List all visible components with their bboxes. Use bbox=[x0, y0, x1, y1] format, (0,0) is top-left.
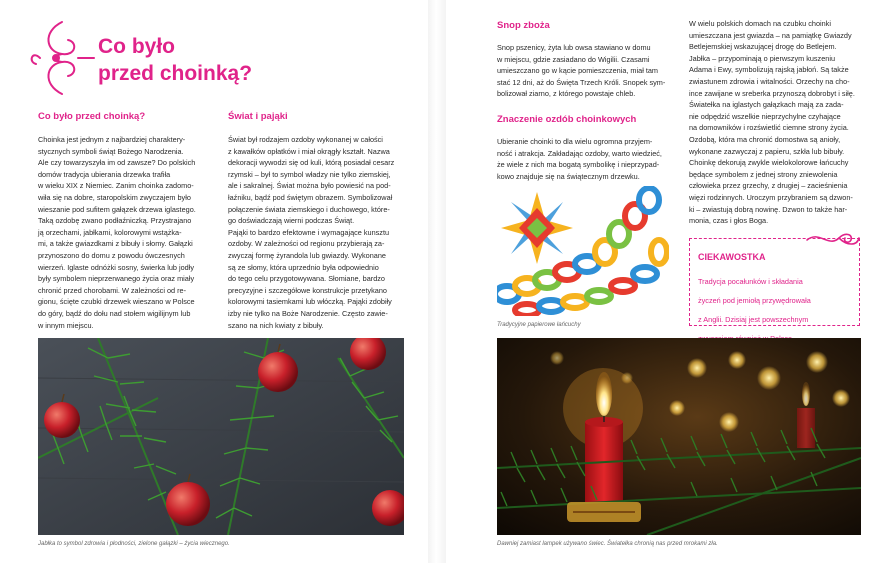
text-line: w innym miejscu. bbox=[38, 320, 94, 330]
text-line: z Anglii. Dzisiaj jest powszechnym bbox=[698, 314, 809, 324]
text-line: umieszczana jest gwiazda – na pamiątkę Gwiazdy bbox=[689, 30, 852, 40]
text-line: Świat był rodzajem ozdoby wykonanej w całości bbox=[228, 135, 383, 144]
apples-branches-photo bbox=[38, 338, 404, 535]
text-line: Betlejemskiej wskazującej drogę do Betlejem. bbox=[689, 42, 837, 52]
text-line: były symbolem nieprzerwanego życia oraz miały bbox=[38, 274, 195, 284]
text-line: gionu, ścięte czubki drzewek wieszano w Polsce bbox=[38, 297, 195, 307]
text-line: Adama i Ewy, symbolizują rajską jabłoń. Są także bbox=[689, 65, 849, 75]
text-line: monia, czas i głos Boga. bbox=[689, 216, 769, 226]
text-column-symbolika bbox=[689, 18, 861, 227]
text-line: nie odpędzić wszelkie nieprzychylne czyhające bbox=[689, 111, 841, 121]
text-line: więzi rodzinnych. Uroczym przybraniem są dzwon- bbox=[689, 192, 853, 202]
text-line: w wieku XIX z Niemiec. Zanim choinka zadomo- bbox=[38, 181, 194, 191]
text-line: Światełka na iglastych gałązkach mają za zada- bbox=[689, 100, 844, 110]
text-line: Taką ozdobę zwano podłaźniczką. Przystrajano bbox=[38, 216, 192, 226]
page-title bbox=[98, 33, 252, 87]
text-line: Ale czy towarzyszyła im od zawsze? Do polskich bbox=[38, 158, 196, 168]
text-line: w miejscu, gdzie zasiadano do Wigilii. Czasami bbox=[497, 54, 650, 64]
text-line: ince zawijane w sreberka przynoszą dobrobyt i siłę. bbox=[689, 88, 855, 98]
text-line: precyzyjne i szczegółowe konstrukcje przetykano bbox=[228, 285, 387, 295]
text-line: ją orzechami, jabłkami, kolorowymi wstążka- bbox=[38, 227, 182, 237]
paper-chains-photo bbox=[497, 186, 669, 316]
text-line: wieszanie pod sufitem gałązek drzewa iglastego. bbox=[38, 204, 196, 214]
text-line: Jabłka – przypominają o pierwszym kuszeniu bbox=[689, 53, 836, 63]
text-line: Tradycja pocałunków i składania bbox=[698, 277, 803, 287]
page-gutter bbox=[428, 0, 446, 563]
title-line-2: przed choinką? bbox=[98, 62, 253, 85]
candle-photo bbox=[497, 338, 861, 535]
text-column-znaczenie-ozdob bbox=[497, 136, 669, 182]
text-line: ozdoby. W zależności od regionu przybierają za- bbox=[228, 239, 385, 249]
text-line: do tego celu przygotowywana. Słomiane, bardzo bbox=[228, 274, 385, 284]
text-line: są ze słomy, która uprzednio była odpowiednio bbox=[228, 262, 379, 272]
text-line: izby nie tylko na Boże Narodzenie. Często zawie- bbox=[228, 308, 388, 318]
text-line: dekoracji wywodzi się od kuli, którą posiadał cesarz bbox=[228, 158, 395, 168]
text-line: Ubieranie choinki to dla wielu ogromna przyjem- bbox=[497, 137, 653, 146]
text-line: wykonane zazwyczaj z papieru, szkła lub bibuły. bbox=[689, 146, 845, 156]
text-line: Choinkę dekorują zwykle wielokolorowe łańcuchy bbox=[689, 158, 849, 168]
text-line: Ozdobą, która ma chronić domostwa są anioły, bbox=[689, 134, 841, 144]
text-line: umieszczano go w kącie pomieszczenia, miał tam bbox=[497, 66, 659, 76]
text-line: przynoszono do domu z powodu ówczesnych bbox=[38, 250, 185, 260]
text-line: łaźniku, bądź pod świętym obrazem. Symbolizował bbox=[228, 192, 393, 202]
text-line: będące symbolem z jednej strony zniewolenia bbox=[689, 169, 838, 179]
caption-paper-chains: Tradycyjne papierowe łańcuchy bbox=[497, 322, 581, 328]
text-line: szano na nich kwiaty z bibuły. bbox=[228, 320, 324, 330]
swirl-ornament-icon bbox=[22, 18, 96, 98]
text-line: domów tradycja ubierania drzewka trafiła bbox=[38, 169, 171, 179]
text-line: wierzeń. Iglaste odnóżki sosny, świerka lub jodły bbox=[38, 262, 195, 272]
text-line: Snop pszenicy, żyta lub owsa stawiano w domu bbox=[497, 43, 651, 52]
text-line: kolorowymi tasiemkami lub włóczką. Pająki zdobiły bbox=[228, 297, 392, 307]
text-line: ki – zwiastują dobrą nowinę. Dzwon to także har- bbox=[689, 204, 848, 214]
text-line: stycznych symboli świąt Bożego Narodzenia. bbox=[38, 146, 184, 156]
text-line: ale i sakralnej. Świat można było powiesić na pod- bbox=[228, 181, 391, 191]
text-line: z kawałków opłatków i miał okrągły kształt. Nazwa bbox=[228, 146, 390, 156]
text-line: Choinka jest jednym z najbardziej charaktery- bbox=[38, 135, 186, 144]
text-line: mi, a także gwiazdkami z bibuły i słomy. Gałązki bbox=[38, 239, 193, 249]
heading-swiat-i-pajaki: Świat i pająki bbox=[228, 111, 288, 122]
text-line: do góry, bądź do dołu nad stołem wigilijnym lub bbox=[38, 308, 191, 318]
text-line: bolizował ziarno, z którego powstaje chleb. bbox=[497, 89, 636, 99]
caption-candle: Dawniej zamiast lampek używano świec. Światełka chronią nas przed mrokami zła. bbox=[497, 541, 718, 547]
text-line: zwyczaj formę żyrandola lub gwiazdy. Wykonane bbox=[228, 250, 386, 260]
text-line: na domowników i rozświetlić ciemne strony życia. bbox=[689, 123, 849, 133]
heading-znaczenie-ozdob: Znaczenie ozdób choinkowych bbox=[497, 114, 637, 125]
text-line: chronić przed chorobami. W zależności od re- bbox=[38, 285, 187, 295]
text-line: wiła się na dobre, staropolskim zwyczajem było bbox=[38, 192, 191, 202]
text-line: ność i atrakcja. Zakładając ozdoby, warto wiedzieć, bbox=[497, 148, 662, 158]
fun-fact-title: CIEKAWOSTKA bbox=[698, 252, 766, 262]
text-line: stać 12 dni, aż do Święta Trzech Króli. Snopek sym- bbox=[497, 77, 666, 87]
title-line-1: Co było bbox=[98, 35, 175, 58]
heading-co-bylo: Co było przed choinką? bbox=[38, 111, 146, 122]
text-line: życzeń pod jemiołą przywędrowała bbox=[698, 296, 811, 306]
text-line: zwiastunem zdrowia i witalności. Orzechy na cho- bbox=[689, 76, 850, 86]
caption-apples: Jabłka to symbol zdrowia i płodności, zielone gałązki – życia wiecznego. bbox=[38, 541, 230, 547]
text-line: że wiele z nich ma bogatą symbolikę i nieprzypad- bbox=[497, 160, 660, 170]
text-line: człowieka przez grzechy, z drugiej – zacieśnienia bbox=[689, 181, 848, 191]
text-line: połączenie świata ziemskiego i duchowego, które- bbox=[228, 204, 390, 214]
text-column-co-bylo bbox=[38, 134, 216, 331]
text-column-swiat-i-pajaki bbox=[228, 134, 406, 331]
text-line: Pająki to bardzo efektowne i wymagające kunsztu bbox=[228, 227, 390, 237]
text-column-snop-zboza bbox=[497, 42, 669, 100]
text-line: W wielu polskich domach na czubku choinki bbox=[689, 19, 831, 28]
heading-snop-zboza: Snop zboża bbox=[497, 20, 550, 31]
text-line: go doświadczają wierni podczas Świąt. bbox=[228, 216, 355, 226]
text-line: rzymski – był to symbol władzy nie tylko ziemskiej, bbox=[228, 169, 391, 179]
text-line: kowo znajduje się na świątecznym drzewku. bbox=[497, 171, 640, 181]
fun-fact-box bbox=[689, 238, 860, 326]
